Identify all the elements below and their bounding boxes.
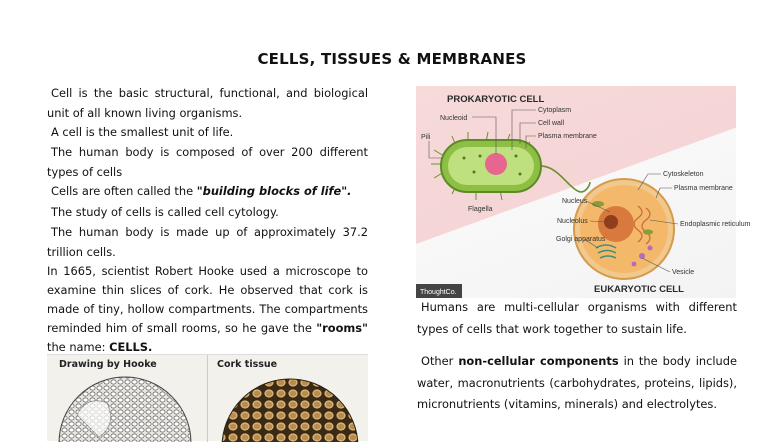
cork-tissue-label: Cork tissue bbox=[217, 359, 278, 370]
bullet-text: Cell is the basic structural, functional, and biological unit of all known living organisms. bbox=[47, 86, 368, 121]
bullet-text: Other bbox=[421, 353, 459, 368]
paragraph-text: In 1665, scientist Robert Hooke used a microscope to examine thin slices of cork. He observed that cork is made of tiny, hollow compartments. The compartments reminded him of small rooms, so he gave the bbox=[47, 263, 368, 336]
cork-micrograph bbox=[222, 379, 358, 442]
cells-text: CELLS. bbox=[109, 340, 153, 355]
cell-diagram-figure bbox=[416, 86, 751, 298]
prokaryotic-cell bbox=[431, 132, 590, 200]
label-plasma-membrane-2: Plasma membrane bbox=[674, 185, 733, 192]
label-flagella: Flagella bbox=[468, 206, 493, 213]
label-nucleus: Nucleus bbox=[562, 198, 588, 205]
label-nucleoid: Nucleoid bbox=[440, 115, 468, 122]
watermark-text: ThoughtCo. bbox=[420, 289, 457, 296]
bullet-item bbox=[47, 143, 368, 182]
hooke-paragraph bbox=[47, 262, 368, 357]
label-golgi: Golgi apparatus bbox=[556, 236, 606, 243]
bullet-text: Humans are multi-cellular organisms with different types of cells that work together to sustain life. bbox=[417, 300, 737, 337]
label-cytoplasm: Cytoplasm bbox=[538, 107, 572, 114]
bullet-item bbox=[47, 84, 368, 123]
nucleoid bbox=[485, 153, 507, 175]
bullet-text: A cell is the smallest unit of life. bbox=[51, 125, 234, 140]
bullet-item bbox=[47, 182, 368, 202]
cell-diagram bbox=[416, 86, 751, 298]
bullet-text: The study of cells is called cell cytology. bbox=[51, 204, 279, 219]
flagellum bbox=[536, 166, 590, 192]
label-pili: Pili bbox=[421, 134, 431, 141]
prokaryotic-title: PROKARYOTIC CELL bbox=[447, 94, 545, 105]
bullet-text: Cells are often called the bbox=[51, 184, 197, 199]
rooms-text: "rooms" bbox=[316, 321, 368, 336]
page-title: CELLS, TISSUES & MEMBRANES bbox=[257, 50, 527, 68]
left-column bbox=[47, 84, 368, 357]
cork-figure bbox=[47, 354, 368, 441]
eukaryotic-cell bbox=[574, 179, 674, 279]
label-er: Endoplasmic reticulum bbox=[680, 221, 751, 228]
noncellular-text: non-cellular components bbox=[458, 353, 619, 368]
hooke-drawing-label: Drawing by Hooke bbox=[59, 359, 157, 370]
cork-illustration bbox=[47, 355, 368, 442]
bullet-text: The human body is made up of approximately 37.2 trillion cells. bbox=[47, 224, 368, 259]
label-plasma-membrane: Plasma membrane bbox=[538, 133, 597, 140]
bullet-item bbox=[47, 223, 368, 262]
bullet-item bbox=[417, 297, 737, 341]
paragraph-text: the name: bbox=[47, 340, 110, 355]
bullet-item bbox=[417, 351, 737, 416]
bullet-text: The human body is composed of over 200 different types of cells bbox=[47, 145, 368, 180]
nucleolus bbox=[604, 215, 618, 229]
hooke-drawing bbox=[59, 377, 191, 442]
bullet-text: in the body include water, macronutrients (carbohydrates, proteins, lipids), micronutrients (vitamins, minerals) and electrolytes. bbox=[417, 353, 738, 412]
bullet-item bbox=[47, 123, 368, 143]
label-nucleolus: Nucleolus bbox=[557, 218, 588, 225]
right-column bbox=[417, 297, 737, 415]
emphasis-text: "building blocks of life". bbox=[196, 184, 352, 199]
eukaryotic-title: EUKARYOTIC CELL bbox=[594, 284, 684, 295]
label-cytoskeleton: Cytoskeleton bbox=[663, 171, 704, 178]
label-vesicle: Vesicle bbox=[672, 269, 695, 276]
bullet-item bbox=[47, 203, 368, 223]
label-cell-wall: Cell wall bbox=[538, 120, 565, 127]
